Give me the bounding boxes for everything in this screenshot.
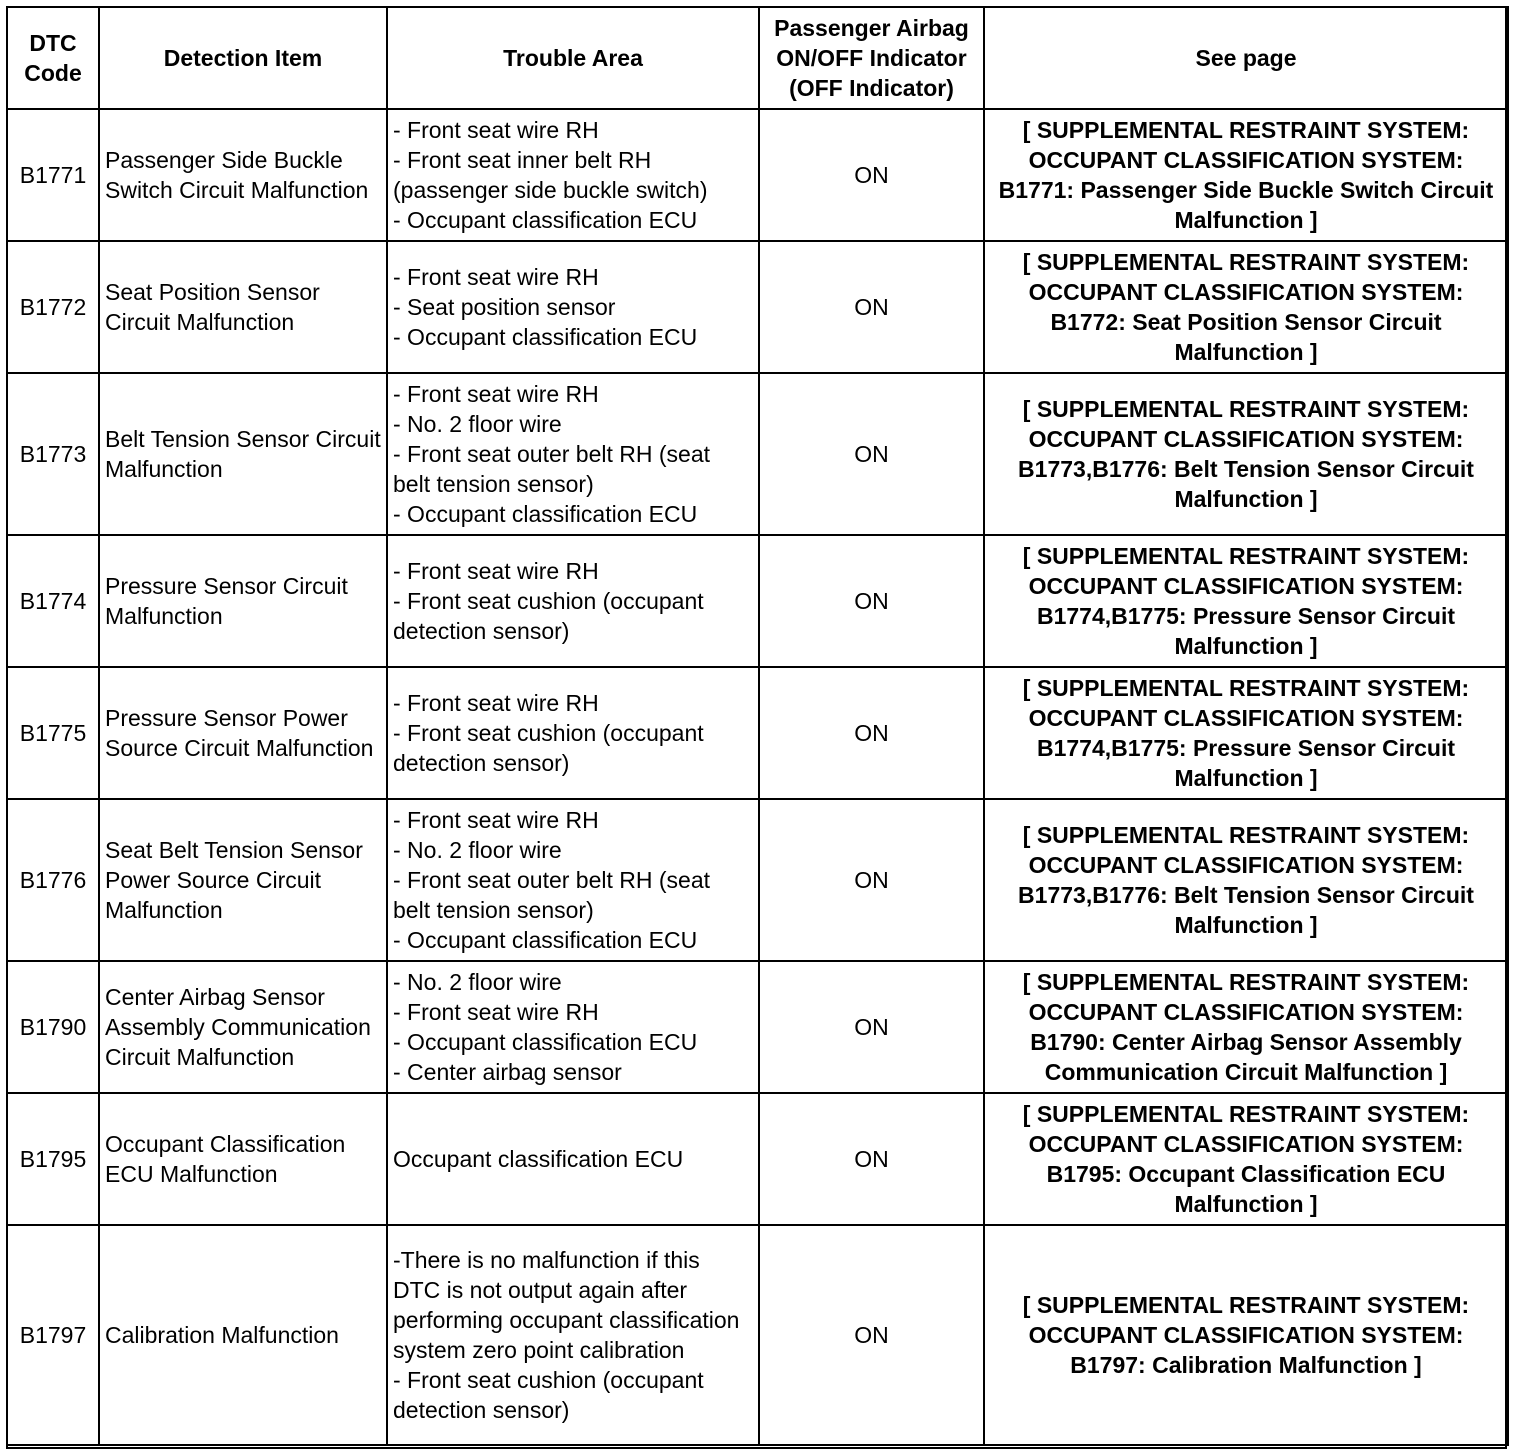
trouble-area-line: - Front seat wire RH (393, 999, 599, 1025)
detection-item-text: Seat Position Sensor Circuit Malfunction (105, 279, 320, 335)
trouble-area-line: - Occupant classification ECU (393, 207, 698, 233)
indicator-cell: ON (759, 373, 984, 535)
dtc-code-cell: B1797 (7, 1225, 99, 1445)
dtc-code-cell: B1795 (7, 1093, 99, 1225)
dtc-code-cell: B1773 (7, 373, 99, 535)
trouble-area-line: - Center airbag sensor (393, 1059, 622, 1085)
see-page-link[interactable]: [ SUPPLEMENTAL RESTRAINT SYSTEM: OCCUPANT CLASSIFICATION SYSTEM: B1771: Passenger Side Buckle Switch Circuit Malfunction ] (998, 117, 1494, 233)
trouble-area-cell (387, 535, 759, 667)
detection-item-text: Occupant Classification ECU Malfunction (105, 1131, 346, 1187)
table-row (7, 667, 1508, 799)
indicator-cell: ON (759, 667, 984, 799)
see-page-link[interactable]: [ SUPPLEMENTAL RESTRAINT SYSTEM: OCCUPANT CLASSIFICATION SYSTEM: B1774,B1775: Pressure Sensor Circuit Malfunction ] (1022, 675, 1470, 791)
trouble-area-line: - Front seat wire RH (393, 558, 599, 584)
trouble-area-line: Occupant classification ECU (393, 1146, 684, 1172)
detection-item-cell (99, 109, 387, 241)
header-see-page: See page (984, 7, 1508, 109)
trouble-area-cell (387, 1093, 759, 1225)
see-page-cell (984, 373, 1508, 535)
dtc-code-cell: B1772 (7, 241, 99, 373)
indicator-cell: ON (759, 799, 984, 961)
trouble-area-cell (387, 799, 759, 961)
trouble-area-line: - Occupant classification ECU (393, 1029, 698, 1055)
header-trouble-area: Trouble Area (387, 7, 759, 109)
trouble-area-line: - Occupant classification ECU (393, 927, 698, 953)
trouble-area-line: - Occupant classification ECU (393, 501, 698, 527)
indicator-cell: ON (759, 241, 984, 373)
trouble-area-line: - Seat position sensor (393, 294, 616, 320)
detection-item-cell (99, 1225, 387, 1445)
table-row (7, 1225, 1508, 1445)
trouble-area-line: - No. 2 floor wire (393, 969, 562, 995)
trouble-area-cell (387, 1225, 759, 1445)
dtc-code-cell: B1776 (7, 799, 99, 961)
trouble-area-cell (387, 667, 759, 799)
detection-item-cell (99, 961, 387, 1093)
see-page-cell (984, 1093, 1508, 1225)
trouble-area-line: - Front seat outer belt RH (seat belt tension sensor) (393, 867, 711, 923)
trouble-area-line: - Front seat wire RH (393, 117, 599, 143)
header-dtc-code: DTC Code (7, 7, 99, 109)
see-page-cell (984, 109, 1508, 241)
trouble-area-line: -There is no malfunction if this DTC is not output again after performing occupant classification system zero point calibration (393, 1247, 740, 1363)
trouble-area-line: - No. 2 floor wire (393, 837, 562, 863)
detection-item-text: Calibration Malfunction (105, 1322, 339, 1348)
indicator-cell: ON (759, 109, 984, 241)
dtc-table (6, 6, 1509, 1446)
indicator-cell: ON (759, 1093, 984, 1225)
table-row (7, 535, 1508, 667)
see-page-cell (984, 667, 1508, 799)
see-page-cell (984, 535, 1508, 667)
see-page-link[interactable]: [ SUPPLEMENTAL RESTRAINT SYSTEM: OCCUPANT CLASSIFICATION SYSTEM: B1773,B1776: Belt Tension Sensor Circuit Malfunction ] (1018, 822, 1474, 938)
table-row (7, 241, 1508, 373)
detection-item-cell (99, 1093, 387, 1225)
trouble-area-line: - Front seat cushion (occupant detection sensor) (393, 720, 704, 776)
see-page-cell (984, 241, 1508, 373)
dtc-code-cell: B1771 (7, 109, 99, 241)
trouble-area-line: - No. 2 floor wire (393, 411, 562, 437)
indicator-cell: ON (759, 961, 984, 1093)
table-row (7, 373, 1508, 535)
trouble-area-line: - Front seat wire RH (393, 807, 599, 833)
see-page-link[interactable]: [ SUPPLEMENTAL RESTRAINT SYSTEM: OCCUPANT CLASSIFICATION SYSTEM: B1795: Occupant Classification ECU Malfunction ] (1022, 1101, 1470, 1217)
trouble-area-line: - Front seat wire RH (393, 381, 599, 407)
header-detection-item: Detection Item (99, 7, 387, 109)
see-page-cell (984, 961, 1508, 1093)
table-row (7, 961, 1508, 1093)
detection-item-text: Seat Belt Tension Sensor Power Source Circuit Malfunction (105, 837, 363, 923)
table-row (7, 1093, 1508, 1225)
table-row (7, 109, 1508, 241)
see-page-link[interactable]: [ SUPPLEMENTAL RESTRAINT SYSTEM: OCCUPANT CLASSIFICATION SYSTEM: B1774,B1775: Pressure Sensor Circuit Malfunction ] (1022, 543, 1470, 659)
trouble-area-line: - Front seat outer belt RH (seat belt tension sensor) (393, 441, 711, 497)
see-page-cell (984, 799, 1508, 961)
see-page-link[interactable]: [ SUPPLEMENTAL RESTRAINT SYSTEM: OCCUPANT CLASSIFICATION SYSTEM: B1773,B1776: Belt Tension Sensor Circuit Malfunction ] (1018, 396, 1474, 512)
trouble-area-line: - Front seat wire RH (393, 690, 599, 716)
trouble-area-line: - Front seat cushion (occupant detection sensor) (393, 588, 704, 644)
trouble-area-line: - Front seat cushion (occupant detection sensor) (393, 1367, 704, 1423)
table-body (7, 109, 1508, 1445)
see-page-cell (984, 1225, 1508, 1445)
dtc-code-cell: B1775 (7, 667, 99, 799)
trouble-area-cell (387, 961, 759, 1093)
trouble-area-cell (387, 373, 759, 535)
see-page-link[interactable]: [ SUPPLEMENTAL RESTRAINT SYSTEM: OCCUPANT CLASSIFICATION SYSTEM: B1790: Center Airbag Sensor Assembly Communication Circuit Malfunction ] (1022, 969, 1470, 1085)
trouble-area-cell (387, 109, 759, 241)
trouble-area-line: - Occupant classification ECU (393, 324, 698, 350)
header-indicator: Passenger Airbag ON/OFF Indicator (OFF Indicator) (759, 7, 984, 109)
table-row (7, 799, 1508, 961)
see-page-link[interactable]: [ SUPPLEMENTAL RESTRAINT SYSTEM: OCCUPANT CLASSIFICATION SYSTEM: B1797: Calibration Malfunction ] (1022, 1292, 1470, 1378)
indicator-cell: ON (759, 1225, 984, 1445)
detection-item-text: Center Airbag Sensor Assembly Communication Circuit Malfunction (105, 984, 371, 1070)
detection-item-text: Passenger Side Buckle Switch Circuit Malfunction (105, 147, 369, 203)
detection-item-text: Belt Tension Sensor Circuit Malfunction (105, 426, 381, 482)
detection-item-cell (99, 241, 387, 373)
dtc-code-cell: B1790 (7, 961, 99, 1093)
trouble-area-cell (387, 241, 759, 373)
trouble-area-line: - Front seat inner belt RH (passenger side buckle switch) (393, 147, 708, 203)
trouble-area-line: - Front seat wire RH (393, 264, 599, 290)
indicator-cell: ON (759, 535, 984, 667)
detection-item-text: Pressure Sensor Circuit Malfunction (105, 573, 348, 629)
header-row (7, 7, 1508, 109)
see-page-link[interactable]: [ SUPPLEMENTAL RESTRAINT SYSTEM: OCCUPANT CLASSIFICATION SYSTEM: B1772: Seat Position Sensor Circuit Malfunction ] (1022, 249, 1470, 365)
detection-item-cell (99, 667, 387, 799)
detection-item-cell (99, 535, 387, 667)
detection-item-text: Pressure Sensor Power Source Circuit Malfunction (105, 705, 374, 761)
dtc-code-cell: B1774 (7, 535, 99, 667)
detection-item-cell (99, 373, 387, 535)
detection-item-cell (99, 799, 387, 961)
